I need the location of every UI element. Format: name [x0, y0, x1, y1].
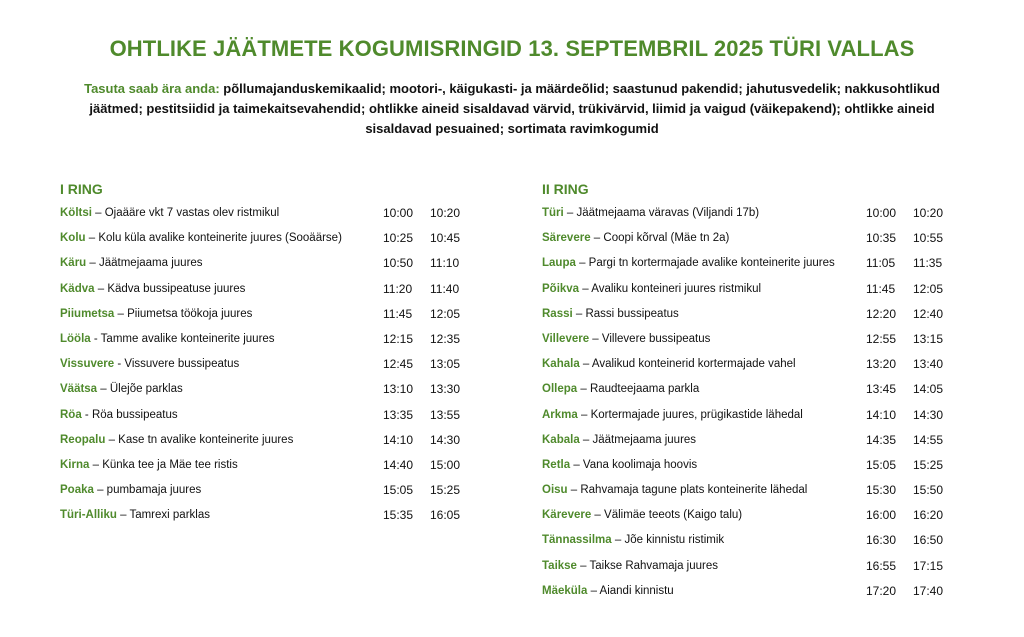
- end-time: 11:10: [430, 256, 460, 271]
- stop-name: Röa: [60, 408, 82, 421]
- stop-location: [60, 408, 178, 422]
- stop-description: – Jäätmejaama juures: [579, 433, 697, 446]
- start-time: 15:05: [383, 483, 414, 498]
- schedule-row: [542, 458, 962, 483]
- ring-two-title: II RING: [542, 181, 589, 197]
- schedule-row: [60, 307, 480, 332]
- start-time: 14:10: [866, 407, 897, 422]
- ring-one-section: [60, 180, 480, 533]
- stop-description: – Ülejõe parklas: [97, 383, 183, 396]
- stop-location: [60, 231, 342, 245]
- stop-location: [542, 508, 742, 522]
- stop-location: [542, 408, 803, 422]
- schedule-row: [60, 508, 480, 533]
- end-time: 14:30: [913, 407, 944, 422]
- end-time: 13:05: [430, 357, 461, 372]
- stop-description: – Kädva bussipeatuse juures: [94, 282, 246, 295]
- stop-location: [542, 458, 697, 472]
- start-time: 17:20: [866, 583, 897, 598]
- start-time: 15:05: [866, 457, 897, 472]
- stop-location: [60, 458, 238, 472]
- schedule-row: [542, 408, 962, 433]
- end-time: 10:20: [430, 206, 461, 220]
- end-time: 16:05: [430, 508, 461, 523]
- end-time: 17:40: [913, 583, 944, 598]
- stop-name: Taikse: [542, 559, 577, 572]
- start-time: 14:10: [383, 432, 414, 447]
- start-time: 13:35: [383, 407, 414, 422]
- stop-name: Kabala: [542, 433, 580, 446]
- schedule-row: [542, 559, 962, 584]
- ring-two-section: [542, 180, 962, 609]
- stop-description: – Taikse Rahvamaja juures: [576, 559, 719, 572]
- end-time: 14:30: [430, 432, 461, 447]
- stop-location: [60, 256, 203, 270]
- end-time: 10:55: [913, 231, 944, 246]
- stop-name: Vissuvere: [60, 358, 115, 371]
- stop-name: Villevere: [542, 332, 590, 345]
- stop-name: Reopalu: [60, 433, 106, 446]
- stop-description: – Jäätmejaama väravas (Viljandi 17b): [563, 207, 760, 219]
- stop-location: [60, 433, 293, 447]
- ring-one-schedule: [60, 206, 480, 533]
- schedule-row: [542, 508, 962, 533]
- stop-location: [542, 533, 724, 547]
- end-time: 12:40: [913, 306, 944, 321]
- stop-name: Kirna: [60, 458, 90, 471]
- schedule-row: [60, 382, 480, 407]
- stop-name: Põikva: [542, 282, 580, 295]
- stop-location: [542, 559, 718, 573]
- start-time: 10:50: [383, 256, 414, 271]
- end-time: 13:55: [430, 407, 461, 422]
- stop-location: [60, 357, 239, 371]
- end-time: 12:05: [913, 281, 944, 296]
- stop-description: – Kase tn avalike konteinerite juures: [105, 433, 294, 446]
- start-time: 10:00: [866, 206, 897, 220]
- schedule-row: [542, 332, 962, 357]
- stop-name: Piiumetsa: [60, 307, 115, 320]
- schedule-row: [60, 206, 480, 231]
- stop-description: – Aiandi kinnistu: [587, 584, 674, 597]
- start-time: 12:20: [866, 306, 897, 321]
- start-time: 10:00: [383, 206, 414, 220]
- stop-name: Rassi: [542, 307, 573, 320]
- start-time: 11:45: [383, 306, 413, 321]
- stop-description: – Kortermajade juures, prügikastide lähedal: [577, 408, 803, 421]
- schedule-row: [542, 533, 962, 558]
- end-time: 10:45: [430, 231, 461, 246]
- start-time: 11:20: [383, 281, 413, 296]
- start-time: 16:30: [866, 533, 897, 548]
- stop-location: [542, 483, 807, 497]
- end-time: 15:00: [430, 457, 461, 472]
- stop-location: [542, 382, 699, 396]
- start-time: 13:45: [866, 382, 897, 397]
- end-time: 13:40: [913, 357, 944, 372]
- start-time: 13:20: [866, 357, 897, 372]
- start-time: 14:40: [383, 457, 414, 472]
- stop-location: [542, 584, 674, 598]
- stop-location: [542, 206, 759, 220]
- stop-location: [542, 282, 761, 296]
- schedule-row: [542, 307, 962, 332]
- stop-location: [60, 382, 183, 396]
- start-time: 11:45: [866, 281, 896, 296]
- intro-paragraph: [62, 79, 962, 139]
- end-time: 13:15: [913, 331, 944, 346]
- start-time: 15:30: [866, 483, 897, 498]
- end-time: 13:30: [430, 382, 461, 397]
- stop-description: – Raudteejaama parkla: [577, 383, 700, 396]
- end-time: 15:25: [430, 483, 461, 498]
- stop-name: Mäeküla: [542, 584, 588, 597]
- ring-two-schedule: [542, 206, 962, 609]
- end-time: 11:40: [430, 281, 460, 296]
- stop-description: - Vissuvere bussipeatus: [114, 358, 240, 371]
- stop-description: – pumbamaja juures: [93, 484, 202, 497]
- stop-name: Laupa: [542, 257, 576, 270]
- end-time: 15:25: [913, 457, 944, 472]
- end-time: 11:35: [913, 256, 943, 271]
- schedule-row: [60, 282, 480, 307]
- end-time: 14:05: [913, 382, 944, 397]
- stop-description: – Välimäe teeots (Kaigo talu): [591, 509, 743, 522]
- schedule-row: [60, 458, 480, 483]
- stop-description: – Piiumetsa töökoja juures: [114, 307, 253, 320]
- schedule-row: [60, 332, 480, 357]
- stop-description: – Pargi tn kortermajade avalike konteinerite juures: [575, 257, 835, 270]
- stop-name: Särevere: [542, 232, 591, 245]
- stop-location: [542, 231, 729, 245]
- stop-name: Väätsa: [60, 383, 98, 396]
- stop-name: Ollepa: [542, 383, 578, 396]
- schedule-row: [542, 433, 962, 458]
- stop-location: [542, 433, 696, 447]
- start-time: 12:55: [866, 331, 897, 346]
- end-time: 14:55: [913, 432, 944, 447]
- end-time: 12:35: [430, 331, 461, 346]
- stop-location: [60, 332, 275, 346]
- end-time: 12:05: [430, 306, 461, 321]
- end-time: 16:50: [913, 533, 944, 548]
- stop-name: Kädva: [60, 282, 95, 295]
- stop-description: – Kolu küla avalike konteinerite juures (Sooäärse): [85, 232, 342, 245]
- stop-description: – Rassi bussipeatus: [572, 307, 679, 320]
- start-time: 13:10: [383, 382, 414, 397]
- stop-location: [60, 307, 252, 321]
- intro-text: põllumajanduskemikaalid; mootori-, käigukasti- ja määrdeõlid; saastunud pakendid; jahutusvedelik; nakkusohtlikud jäätmed; pestitsiidid ja taimekaitsevahendid; ohtlikke aineid sisaldavad värvid, trükivärvid, liimid ja vaigud (väikepakend); ohtlikke aineid sisaldavad pesuained; sortimata ravimkogumid: [89, 81, 940, 136]
- end-time: 15:50: [913, 483, 944, 498]
- stop-name: Türi-Alliku: [60, 509, 117, 522]
- stop-description: - Tamme avalike konteinerite juures: [90, 332, 275, 345]
- schedule-row: [60, 256, 480, 281]
- stop-description: – Avaliku konteineri juures ristmikul: [579, 282, 762, 295]
- stop-name: Tännassilma: [542, 534, 612, 547]
- stop-name: Kärevere: [542, 509, 592, 522]
- stop-location: [60, 508, 210, 522]
- intro-lead: Tasuta saab ära anda:: [84, 81, 220, 96]
- stop-name: Türi: [542, 207, 564, 219]
- stop-description: – Villevere bussipeatus: [589, 332, 711, 345]
- schedule-row: [542, 584, 962, 609]
- stop-name: Kolu: [60, 232, 86, 245]
- schedule-row: [542, 206, 962, 231]
- stop-description: – Vana koolimaja hoovis: [570, 458, 698, 471]
- start-time: 10:35: [866, 231, 897, 246]
- schedule-row: [542, 231, 962, 256]
- start-time: 16:55: [866, 558, 897, 573]
- stop-description: – Rahvamaja tagune plats konteinerite lähedal: [567, 484, 808, 497]
- schedule-row: [542, 357, 962, 382]
- schedule-row: [542, 382, 962, 407]
- stop-description: – Ojaääre vkt 7 vastas olev ristmikul: [91, 207, 280, 219]
- stop-name: Arkma: [542, 408, 578, 421]
- start-time: 14:35: [866, 432, 897, 447]
- schedule-row: [542, 256, 962, 281]
- schedule-row: [542, 483, 962, 508]
- schedule-row: [60, 408, 480, 433]
- stop-description: – Künka tee ja Mäe tee ristis: [89, 458, 238, 471]
- stop-description: – Coopi kõrval (Mäe tn 2a): [590, 232, 730, 245]
- stop-description: – Avalikud konteinerid kortermajade vahel: [579, 358, 796, 371]
- stop-name: Lööla: [60, 332, 91, 345]
- stop-location: [60, 206, 279, 220]
- schedule-row: [60, 433, 480, 458]
- stop-description: – Tamrexi parklas: [116, 509, 210, 522]
- stop-description: – Jäätmejaama juures: [86, 257, 203, 270]
- stop-name: Költsi: [60, 207, 92, 219]
- stop-location: [542, 332, 710, 346]
- stop-description: – Jõe kinnistu ristimik: [611, 534, 725, 547]
- stop-description: - Röa bussipeatus: [81, 408, 178, 421]
- start-time: 15:35: [383, 508, 414, 523]
- end-time: 16:20: [913, 508, 944, 523]
- page-title: OHTLIKE JÄÄTMETE KOGUMISRINGID 13. SEPTEMBRIL 2025 TÜRI VALLAS: [109, 36, 915, 61]
- end-time: 10:20: [913, 206, 944, 220]
- ring-one-title: I RING: [60, 181, 103, 197]
- schedule-row: [60, 231, 480, 256]
- stop-location: [542, 256, 835, 270]
- schedule-row: [60, 483, 480, 508]
- stop-location: [60, 282, 245, 296]
- stop-location: [60, 483, 201, 497]
- schedule-row: [542, 282, 962, 307]
- end-time: 17:15: [913, 558, 944, 573]
- stop-name: Retla: [542, 458, 571, 471]
- start-time: 12:15: [383, 331, 414, 346]
- schedule-row: [60, 357, 480, 382]
- start-time: 10:25: [383, 231, 414, 246]
- start-time: 16:00: [866, 508, 897, 523]
- stop-name: Oisu: [542, 484, 568, 497]
- stop-name: Kahala: [542, 358, 580, 371]
- stop-location: [542, 307, 679, 321]
- start-time: 12:45: [383, 357, 414, 372]
- stop-name: Poaka: [60, 484, 94, 497]
- start-time: 11:05: [866, 256, 896, 271]
- stop-name: Käru: [60, 257, 87, 270]
- stop-location: [542, 357, 796, 371]
